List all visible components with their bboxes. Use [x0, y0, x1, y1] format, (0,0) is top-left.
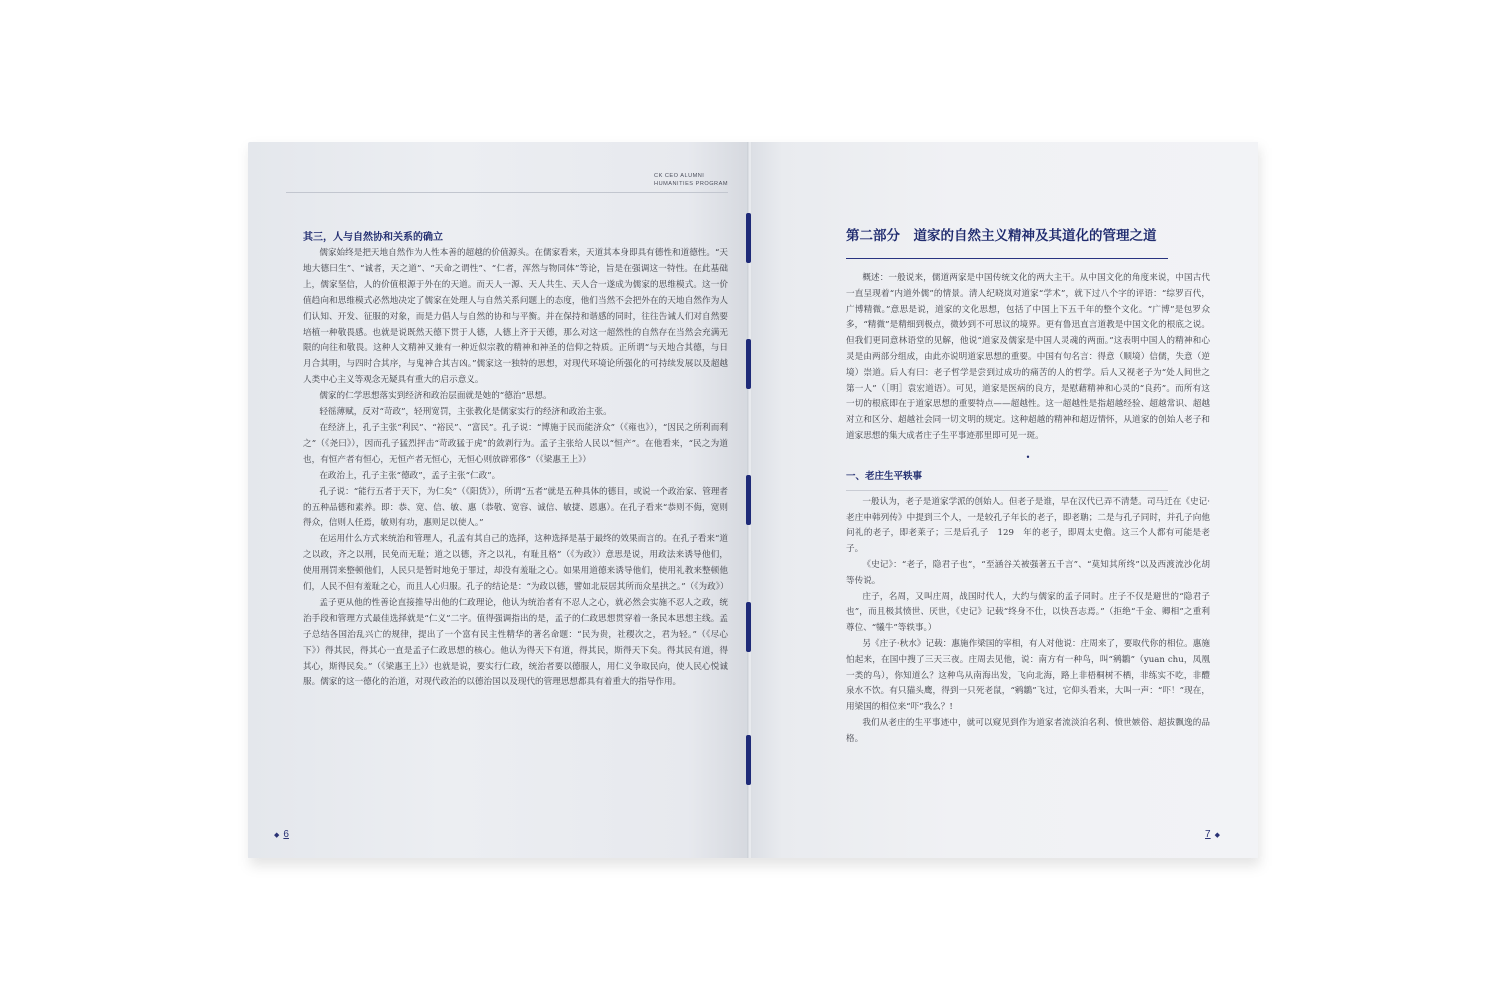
header-divider [286, 192, 728, 193]
page-number: 6 [283, 829, 289, 840]
section-title: 其三，人与自然协和关系的确立 [303, 232, 443, 243]
header-line-2: HUMANITIES PROGRAM [654, 181, 728, 187]
binding-stitch [746, 475, 751, 525]
paragraph: 轻徭薄赋，反对“苛政”，轻刑宽罚，主张教化是儒家实行的经济和政治主张。 [319, 407, 612, 418]
binding-stitch [746, 735, 751, 785]
page-number-right [1205, 829, 1224, 840]
program-header [654, 172, 728, 188]
page-number: 7 [1205, 829, 1211, 840]
part-title: 第二部分 道家的自然主义精神及其道化的管理之道 [846, 228, 1157, 244]
paragraph: 一般认为，老子是道家学派的创始人。但老子是谁，早在汉代已弄不清楚。司马迁在《史记·老庄申韩列传》中提到三个人，一是较孔子年长的老子，即老聃；二是与孔子同时，并孔子向他问礼的老子，即老莱子；三是后孔子 129 年的老子，即周太史儋。这三个人都有可能是老子。 [846, 496, 1210, 555]
binding-stitch [746, 213, 751, 263]
intro-paragraph: 概述：一般说来，儒道两家是中国传统文化的两大主干。从中国文化的角度来说，中国古代一直呈现着“内道外儒”的情景。清人纪晓岚对道家“学术”，就下过八个字的评语：“综罗百代，广博精微。”意思是说，道家的文化思想，包括了中国上下五千年的整个文化。“广博”是包罗众多，“精微”是精细到极点，微妙到不可思议的境界。更有鲁迅直言道教是中国文化的根底之说。但我们更同意林语堂的见解，他说“道家及儒家是中国人灵魂的两面。”这表明中国人的精神和心灵是由两部分组成，由此亦说明道家思想的重要。中国有句名言：得意（顺境）信儒，失意（逆境）崇道。后人有曰：老子哲学是尝到过成功的痛苦的人的哲学。后人又视老子为“处人间世之第一人”（［明］袁宏道语）。可见，道家是医病的良方，是慰藉精神和心灵的“良药”。而所有这一切的根底即在于道家思想的重要特点——超越性。这一超越性是指超越经验、超越常识、超越对立和区分、超越社会同一切文明的规定。这种超越的精神和超迈情怀，从道家的创始人老子和道家思想的集大成者庄子生平事迹那里即可见一斑。 [846, 273, 1210, 441]
subsection-title: 一、老庄生平轶事 [846, 470, 923, 482]
title-divider [846, 258, 1168, 259]
paragraph: 孟子更从他的性善论直接推导出他的仁政理论，他认为统治者有不忍人之心，就必然会实施不忍人之政，统治手段和管理方式最佳选择就是“仁义”二字。值得强调指出的是，孟子的仁政思想贯穿着一条民本思想主线。孟子总结各国治乱兴亡的规律，提出了一个富有民主性精华的著名命题：“民为贵，社稷次之，君为轻。”（《尽心下》）得其民，得其心一直是孟子仁政思想的核心。他认为得天下有道，得其民，斯得天下矣。得其民有道，得其心，斯得民矣。”（《梁惠王上》）也就是说，要实行仁政，统治者要以德服人，用仁义争取民向，使人民心悦诚服。儒家的这一德化的治道，对现代政治的以德治国以及现代的管理思想都具有着重大的指导作用。 [303, 597, 728, 688]
paragraph: 儒家始终是把天地自然作为人性本善的超越的价值源头。在儒家看来，天道其本身即具有德性和道德性。“天地大德曰生”、“诚者，天之道”、“天命之谓性”、“仁者，浑然与物同体”等论，旨是在强调这一特性。在此基础上，儒家坚信，人的价值根源于外在的天道。而天人一源、天人共生、天人合一遂成为儒家的思维模式。这一价值趋向和思维模式必然地决定了儒家在处理人与自然关系问题上的态度，他们当然不会把外在的天地自然作为人们认知、开发、征服的对象，而是力倡人与自然的协和与平衡。并在保持和谐感的同时，往往告诫人们对自然要培植一种敬畏感。也就是说既然天德下贯于人德，人德上齐于天德，那么对这一超然性的自然存在当然会充满无限的向往和敬畏。这种人文精神又兼有一种近似宗教的精神和神圣的信仰之特质。正所谓“与天地合其德，与日月合其明，与四时合其序，与鬼神合其吉凶。”儒家这一独特的思想，对现代环境论所强化的可持续发展以及超越人类中心主义等观念无疑具有重大的启示意义。 [303, 248, 728, 386]
paragraph: 我们从老庄的生平事迹中，就可以窥见到作为道家者流淡泊名利、愤世嫉俗、超拔飘逸的品格。 [846, 717, 1210, 744]
header-line-1: CK CEO ALUMNI [654, 173, 705, 179]
diamond-icon: ◆ [1214, 832, 1220, 839]
paragraph: 《史记》：“老子，隐君子也”，“至涵谷关被强著五千言”、“莫知其所终”以及西渡流沙化胡等传说。 [846, 559, 1210, 586]
bullet-dot-icon: • [1025, 452, 1031, 462]
left-page [248, 142, 748, 858]
paragraph: 孔子说：“能行五者于天下，为仁矣”（《阳货》），所谓“五者”就是五种具体的德目，或说一个政治家、管理者的五种品德和素养。即：恭、宽、信、敏、惠（恭敬、宽容、诚信、敏捷、恩惠）。在孔子看来“恭则不侮，宽则得众，信则人任焉，敏则有功，惠则足以使人。” [303, 486, 728, 529]
subsection-divider [846, 490, 1168, 491]
paragraph: 在政治上，孔子主张“德政”，孟子主张“仁政”。 [319, 470, 501, 481]
page-number-left [270, 829, 289, 840]
paragraph: 庄子，名周，又叫庄周，战国时代人，大约与儒家的孟子同时。庄子不仅是避世的“隐君子也”，而且极其愤世、厌世，《史记》记载“终身不仕，以快吾志焉。”（拒绝“千金、卿相”之重利尊位、“犧牛”等轶事。） [846, 591, 1210, 634]
binding-stitch [746, 602, 751, 652]
paragraph: 另《庄子·秋水》记载：惠施作梁国的宰相，有人对他说：庄周来了，要取代你的相位。惠施怕起来，在国中搜了三天三夜。庄周去见他，说：南方有一种鸟，叫“鹓鶵”（yuan chu，凤凰一类的鸟），你知道么？这种鸟从南海出发，飞向北海，路上非梧桐树不栖，非练实不吃，非醴泉水不饮。有只猫头鹰，得到一只死老鼠，“鹓鶵”飞过，它仰头看来，大叫一声：“吓！”现在，用梁国的相位来“吓”我么？! [846, 638, 1210, 713]
paragraph: 儒家的仁学思想落实到经济和政治层面就是她的“德治”思想。 [319, 391, 552, 402]
paragraph: 在经济上，孔子主张“利民”、“裕民”、“富民”。孔子说：“博施于民而能济众”（《雍也》），“因民之所利而利之”（《尧曰》），因而孔子猛烈抨击“苛政猛于虎”的敛剥行为。孟子主张给人民以“恒产”。在他看来，“民之为道也，有恒产者有恒心，无恒产者无恒心，无恒心则放辟邪侈”（《梁惠王上》） [303, 422, 728, 465]
right-page [752, 142, 1258, 858]
binding-stitch [746, 339, 751, 389]
paragraph: 在运用什么方式来统治和管理人，孔孟有其自己的选择，这种选择是基于最终的效果而言的。在孔子看来“道之以政，齐之以刑，民免而无耻；道之以德，齐之以礼，有耻且格”（《为政》）意思是说，用政法来诱导他们，使用刑罚来整顿他们，人民只是暂时地免于罪过，却没有羞耻之心。如果用道德来诱导他们，使用礼教来整顿他们，人民不但有羞耻之心，而且人心归服。孔子的结论是：“为政以德，譬如北辰居其所而众星拱之。”（《为政》） [303, 534, 729, 593]
diamond-icon: ◆ [274, 832, 280, 839]
